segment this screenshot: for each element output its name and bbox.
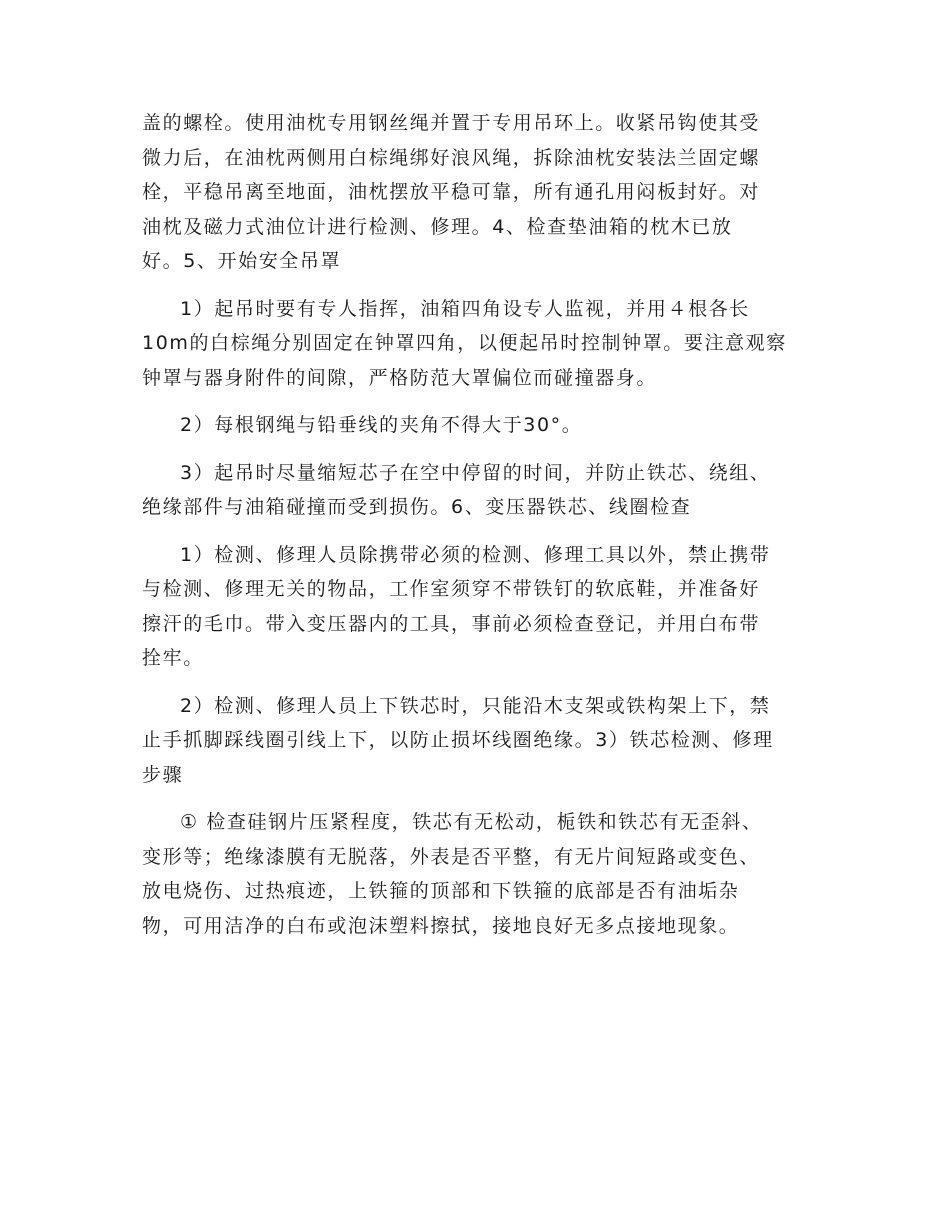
paragraph-climbing-rules	[142, 689, 808, 793]
text-line: 2）每根钢绳与铅垂线的夹角不得大于30°。	[180, 414, 583, 436]
text-line: 2）检测、修理人员上下铁芯时，只能沿木支架或铁构架上下，禁	[180, 694, 771, 717]
text-line: 栓，平稳吊离至地面，油枕摆放平稳可靠，所有通孔用闷板封好。对	[142, 181, 761, 203]
text-line: 钟罩与器身附件的间隙，严格防范大罩偏位而碰撞器身。	[142, 366, 658, 389]
text-line: 擦汗的毛巾。带入变压器内的工具，事前必须检查登记，并用白布带	[142, 612, 761, 635]
paragraph-core-inspection	[142, 805, 808, 943]
text-line: 物，可用洁净的白布或泡沫塑料擦拭，接地良好无多点接地现象。	[142, 914, 740, 937]
text-line: 微力后，在油枕两侧用白棕绳绑好浪风绳，拆除油枕安装法兰固定螺	[142, 146, 761, 169]
text-line: 绝缘部件与油箱碰撞而受到损伤。6、变压器铁芯、线圈检查	[142, 496, 692, 518]
text-line: 1）起吊时要有专人指挥，油箱四角设专人监视，并用４根各长	[180, 297, 750, 320]
text-line: 盖的螺栓。使用油枕专用钢丝绳并置于专用吊环上。收紧吊钩使其受	[142, 112, 761, 134]
text-line: ① 检查硅钢片压紧程度，铁芯有无松动，栀铁和铁芯有无歪斜、	[180, 811, 763, 833]
document-body	[142, 106, 808, 956]
text-line: 步骤	[142, 763, 184, 786]
paragraph-lifting-time	[142, 456, 808, 525]
paragraph-lifting-command	[142, 292, 808, 396]
text-line: 与检测、修理无关的物品，工作室须穿不带铁钉的软底鞋，并准备好	[142, 578, 761, 600]
text-line: 3）起吊时尽量缩短芯子在空中停留的时间，并防止铁芯、绕组、	[180, 461, 771, 484]
text-line: 变形等；绝缘漆膜有无脱落，外表是否平整，有无片间短路或变色、	[142, 845, 761, 868]
text-line: 止手抓脚踩线圈引线上下，以防止损坏线圈绝缘。3）铁芯检测、修理	[142, 729, 774, 751]
paragraph-oil-conservator	[142, 106, 808, 279]
text-line: 油枕及磁力式油位计进行检测、修理。4、检查垫油箱的枕木已放	[142, 215, 733, 238]
text-line: 1）检测、修理人员除携带必须的检测、修理工具以外，禁止携带	[180, 543, 771, 566]
text-line: 10m的白棕绳分别固定在钟罩四角，以便起吊时控制钟罩。要注意观察	[142, 332, 787, 354]
paragraph-tools-rules	[142, 538, 808, 676]
text-line: 好。5、开始安全吊罩	[142, 250, 342, 272]
paragraph-rope-angle	[142, 408, 808, 443]
text-line: 拴牢。	[142, 647, 204, 669]
text-line: 放电烧伤、过热痕迹，上铁箍的顶部和下铁箍的底部是否有油垢杂	[142, 880, 740, 902]
